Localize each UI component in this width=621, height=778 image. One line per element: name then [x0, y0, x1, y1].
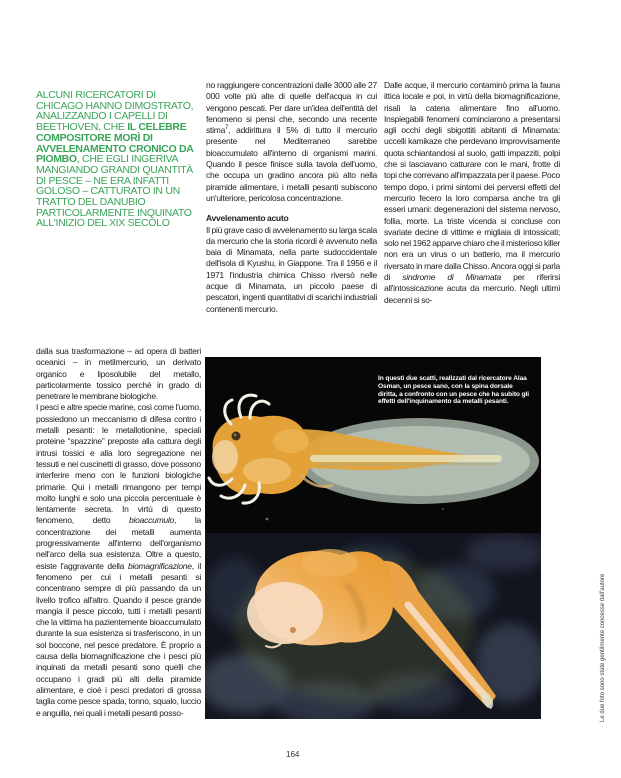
- paragraph-text: I pesci e altre specie marine, così come l'uomo, possiedono un meccanismo di difesa contro i metalli pesanti: le metallotionine, speciali proteine “spazzine” preposte alla cattura degli intrusi tossici e alla loro segregazione nei tessuti e nei cuscinetti di grasso, dove possono interferire meno con le funzioni biologiche primarie. Qui i metalli rimangono per tempi molto lunghi e solo una piccola percentuale è lentamente secreta. In virtù di questo fenomeno, detto: [36, 402, 201, 526]
- right-column: [384, 80, 560, 306]
- pull-quote-bold: IL CELEBRE COMPOSITORE MORÌ DI AVVELENAMENTO CRONICO DA PIOMBO: [36, 121, 194, 166]
- page-number: 164: [286, 750, 300, 759]
- paragraph-text: per riferirsi all'intossicazione acuta da mercurio. Negli ultimi decenni si so-: [384, 272, 560, 305]
- italic-term-bioaccumulo: bioaccumulo: [129, 515, 175, 526]
- body-paragraph: [384, 80, 560, 306]
- body-paragraph: [36, 402, 201, 718]
- pull-quote-tail: , CHE EGLI INGERIVA MANGIANDO GRANDI QUANTITÀ DI PESCE – NE ERA INFATTI GOLOSO – CATTURATO IN UN TRATTO DEL DANUBIO PARTICOLARMENTE INQUINATO ALL'INIZIO DEL XIX SECOLO: [36, 153, 194, 230]
- body-paragraph: Il più grave caso di avvelenamento su larga scala da mercurio che la storia ricordi è avvenuto nella baia di Minamata, nella parte sudoccidentale dell'isola di Kyushu, in Giappone. Tra il 1956 e il 1971 l'industria chimica Chisso riversò nelle acque di Minamata, un piccolo paese di pescatori, ingenti quantitativi di scarichi industriali contenenti mercurio.: [206, 224, 377, 314]
- paragraph-text: , il fenomeno per cui i metalli pesanti si concentrano sempre di più passando da un livello trofico all'altro. Quando il pesce grande mangia il pesce piccolo, tutti i metalli pesanti che la vittima ha pazientemente bioaccumulato durante la sua esistenza si trasferiscono, in un sol boccone, nel pesce predatore. È proprio a causa della biomagnificazione che i pesci più inquinati da metalli pesanti sono quelli che occupano i gradi più alti della piramide alimentare, e cioè i pesci predatori di grossa taglia come pesce spada, tonno, squalo, luccio e anguilla, nei quali i metalli pesanti posso-: [36, 560, 201, 718]
- pull-quote-lead: ALCUNI RICERCATORI DI CHICAGO HANNO DIMOSTRATO, ANALIZZANDO I CAPELLI DI BEETHOVEN, CHE: [36, 89, 194, 134]
- italic-term-sindrome-di-minamata: sindrome di Minamata: [402, 272, 501, 283]
- paragraph-text: no raggiungere concentrazioni dalle 3000 alle 27 000 volte più alte di quelle dell'acqua in cui vengono pescati. Per dare un'idea dell'entità del fenomeno si pensi che, secondo una recente stima: [206, 80, 377, 136]
- paragraph-text: , la concentrazione dei metalli aumenta progressivamente all'interno dell'organismo nell'arco della sua esistenza. Oltre a questo, esiste l'aggravante della: [36, 515, 201, 571]
- deformed-fish-photo: [205, 533, 541, 719]
- body-paragraph: [206, 80, 377, 204]
- footnote-marker: 7: [225, 125, 229, 132]
- left-column: [36, 346, 201, 719]
- pull-quote: [36, 90, 202, 229]
- paragraph-text: , addirittura il 5% di tutto il mercurio presente nel Mediterraneo sarebbe bioaccumulato all'interno di organismi marini. Quando il pesce finisce sulla tavola dell'uomo, che occupa un gradino ancora più alto nella piramide alimentare, i metalli pesanti subiscono un'ulteriore, pericolosa concentrazione.: [206, 125, 377, 203]
- photo-block: [205, 357, 541, 719]
- italic-term-biomagnificazione: biomagnificazione: [127, 560, 192, 571]
- middle-column: [206, 80, 377, 315]
- photo-caption: In questi due scatti, realizzati dal ricercatore Alaa Osman, un pesce sano, con la spina dorsale diritta, a confronto con un pesce che ha subito gli effetti dell'inquinamento da metalli pesanti.: [378, 375, 529, 406]
- paragraph-text: Dalle acque, il mercurio contaminò prima la fauna ittica locale e poi, in virtù della biomagnificazione, risalì la catena alimentare fino all'uomo. Inspiegabili fenomeni cominciarono a presentarsi agli occhi degli sbigottiti abitanti di Minamata: uccelli kamikaze che perdevano improvvisamente quota schiantandosi al suolo, gatti impazziti, polpi che si lasciavano catturare con le mani, frotte di topi che correvano all'impazzata per il paese. Poco tempo dopo, i primi sintomi dei perversi effetti del mercurio fecero la loro comparsa anche tra gli esseri umani: degenerazioni del sistema nervoso, follia, morte. La triste vicenda si concluse con svariate decine di vittime e migliaia di intossicati; solo nel 1962 apparve chiaro che il misterioso killer non era un virus o un batterio, ma il mercurio riversato in mare dalla Chisso. Ancora oggi si parla di: [384, 80, 561, 283]
- deformed-fish-image: [205, 533, 541, 719]
- section-heading: Avvelenamento acuto: [206, 213, 289, 224]
- photo-credit-vertical: Le due foto sono state gentilmente concesse dall'autore: [600, 573, 606, 722]
- fish-eye: [232, 432, 241, 441]
- healthy-fish-photo: [205, 357, 541, 533]
- body-paragraph: dalla sua trasformazione – ad opera di batteri oceanici – in metilmercurio, un derivato organico e liposolubile del metallo, particolarmente tossico perché in grado di penetrare le membrane biologiche.: [36, 346, 201, 402]
